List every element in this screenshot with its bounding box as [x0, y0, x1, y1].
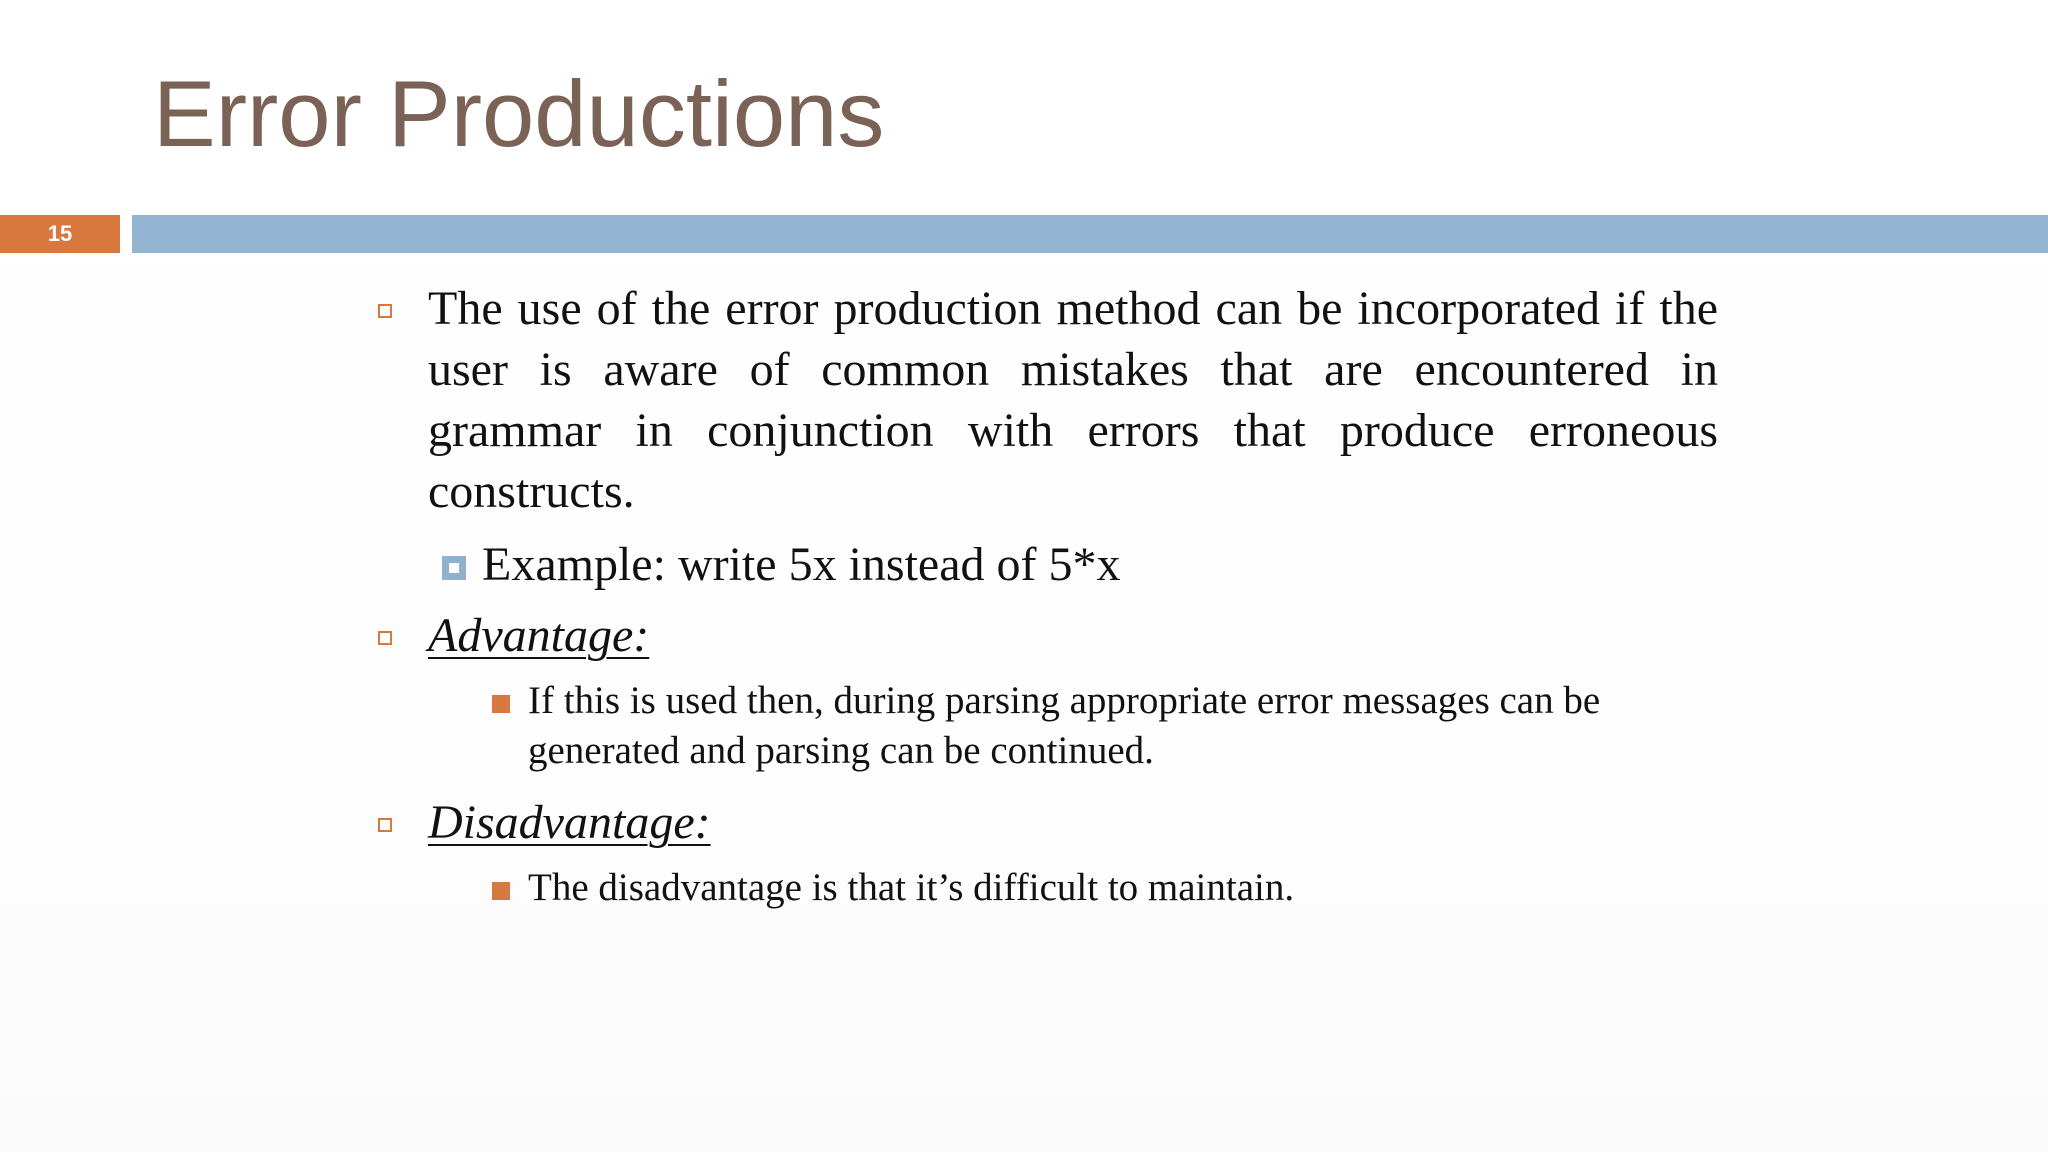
bullet-disadvantage-detail	[528, 863, 1728, 913]
hollow-square-bullet-icon	[378, 304, 392, 318]
bullet-disadvantage	[372, 792, 1720, 853]
hollow-square-bullet-icon	[378, 818, 392, 832]
slide-body	[372, 278, 1720, 913]
filled-square-bullet-icon	[492, 695, 510, 713]
framed-square-bullet-icon	[442, 556, 466, 580]
bullet-example	[482, 534, 1720, 595]
disadvantage-heading: Disadvantage:	[428, 796, 711, 849]
hollow-square-bullet-icon	[378, 631, 392, 645]
filled-square-bullet-icon	[492, 882, 510, 900]
advantage-detail-text: If this is used then, during parsing appropriate error messages can be generated and parsing can be continued.	[528, 679, 1601, 772]
bullet-advantage-detail	[528, 676, 1728, 776]
title-divider-bar	[132, 215, 2048, 253]
disadvantage-detail-text: The disadvantage is that it’s difficult to maintain.	[528, 866, 1295, 909]
intro-text: The use of the error production method can be incorporated if the user is aware of common mistakes that are encountered in grammar in conjunction with errors that produce erroneous constructs.	[428, 282, 1718, 518]
slide-title: Error Productions	[153, 61, 885, 166]
slide-number-badge: 15	[0, 215, 120, 253]
example-text: Example: write 5x instead of 5*x	[482, 538, 1121, 591]
bullet-intro	[372, 278, 1720, 522]
bullet-advantage	[372, 605, 1720, 666]
advantage-heading: Advantage:	[428, 609, 650, 662]
